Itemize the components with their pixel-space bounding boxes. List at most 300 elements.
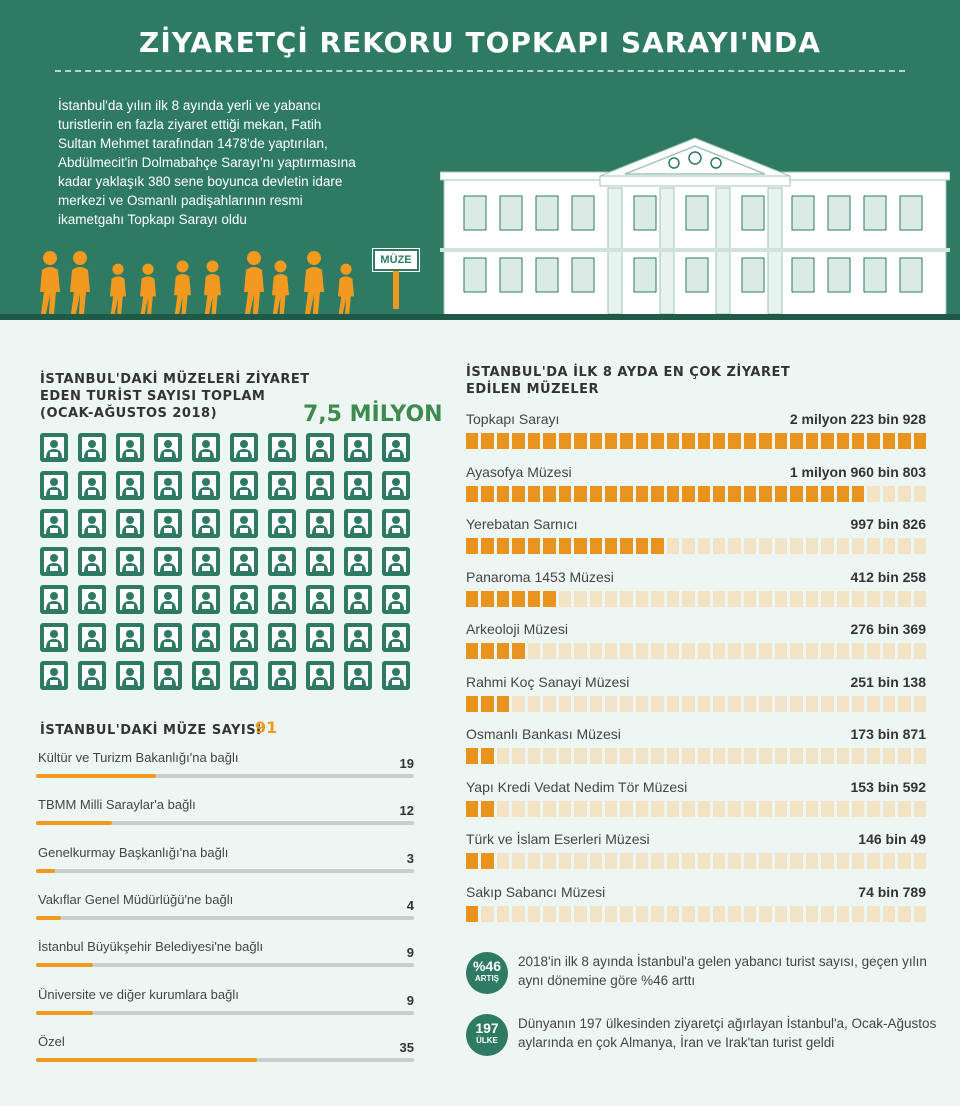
bar-segment-empty	[543, 696, 555, 712]
bar-segment-filled	[790, 486, 802, 502]
bar-segment-empty	[728, 696, 740, 712]
museum-name: Sakıp Sabancı Müzesi	[466, 883, 606, 900]
visitor-icon	[382, 623, 410, 652]
bar-segment-empty	[528, 748, 540, 764]
museum-visitor-count: 1 milyon 960 bin 803	[789, 463, 926, 480]
visitor-icon	[40, 661, 68, 690]
bar-segment-empty	[914, 486, 926, 502]
bar-segment-empty	[728, 538, 740, 554]
visitor-icon	[78, 623, 106, 652]
bar-segment-empty	[574, 801, 586, 817]
bar-segment-empty	[898, 591, 910, 607]
ground-strip	[0, 314, 960, 320]
visitor-icon	[78, 471, 106, 500]
bar-segment-empty	[574, 853, 586, 869]
bar-segment-empty	[898, 538, 910, 554]
visitor-icon-grid	[40, 433, 420, 690]
bar-segment-empty	[512, 801, 524, 817]
bar-segment-filled	[837, 486, 849, 502]
bar-segment-empty	[698, 906, 710, 922]
bar-segment-filled	[481, 801, 493, 817]
bar-segment-filled	[466, 853, 478, 869]
bar-segment-empty	[790, 853, 802, 869]
bar-segment-empty	[605, 696, 617, 712]
bar-segment-empty	[713, 748, 725, 764]
visitor-icon	[78, 433, 106, 462]
bar-segment-empty	[512, 696, 524, 712]
stat-badge-caption: ARTIŞ	[475, 974, 499, 983]
bar-segment-filled	[852, 486, 864, 502]
museum-visitor-count: 412 bin 258	[850, 568, 926, 585]
bar-segment-empty	[574, 696, 586, 712]
visitor-icon	[344, 623, 372, 652]
visitor-icon	[78, 661, 106, 690]
museum-count-row	[36, 939, 414, 975]
bar-segment-filled	[759, 486, 771, 502]
bar-segment-empty	[867, 538, 879, 554]
museum-count-label: İstanbul Büyükşehir Belediyesi'ne bağlı	[38, 939, 264, 955]
bar-segment-empty	[713, 591, 725, 607]
bar-segment-empty	[806, 801, 818, 817]
bar-segment-empty	[790, 538, 802, 554]
bar-segment-empty	[651, 748, 663, 764]
bar-segment-empty	[790, 696, 802, 712]
bar-segment-filled	[512, 486, 524, 502]
bar-segment-empty	[775, 801, 787, 817]
bar-segment-filled	[466, 433, 478, 449]
bar-segment-empty	[821, 906, 833, 922]
stat-badge-caption: ÜLKE	[476, 1036, 498, 1045]
bar-segment-empty	[898, 906, 910, 922]
bar-segment-empty	[528, 906, 540, 922]
bar-segment-empty	[852, 696, 864, 712]
bar-segment-filled	[759, 433, 771, 449]
visitors-total: 7,5 MİLYON	[303, 402, 443, 427]
bar-segment-empty	[852, 853, 864, 869]
visitor-icon	[116, 585, 144, 614]
visitor-icon	[382, 547, 410, 576]
bar-segment-empty	[806, 591, 818, 607]
bar-segment-empty	[605, 591, 617, 607]
bar-segment-filled	[806, 486, 818, 502]
museum-count-bar	[36, 916, 61, 920]
bar-segment-empty	[481, 906, 493, 922]
museum-name: Topkapı Sarayı	[466, 411, 560, 427]
visitor-icon	[268, 471, 296, 500]
museum-bar	[466, 643, 926, 659]
page-title: ZİYARETÇİ REKORU TOPKAPI SARAYI'NDA	[139, 26, 821, 59]
bar-segment-filled	[898, 433, 910, 449]
bar-segment-empty	[497, 853, 509, 869]
bar-segment-empty	[837, 643, 849, 659]
stat-badge	[466, 952, 508, 994]
museum-bar-row	[466, 884, 926, 936]
bar-segment-empty	[497, 801, 509, 817]
bar-segment-empty	[821, 853, 833, 869]
bar-segment-empty	[698, 696, 710, 712]
bar-segment-filled	[667, 486, 679, 502]
bar-segment-filled	[481, 538, 493, 554]
visitor-icon	[192, 471, 220, 500]
bar-segment-empty	[698, 643, 710, 659]
bar-segment-empty	[605, 853, 617, 869]
bar-segment-filled	[620, 433, 632, 449]
visitor-icon	[382, 661, 410, 690]
bar-segment-empty	[898, 801, 910, 817]
visitor-icon	[268, 433, 296, 462]
visitors-title: İSTANBUL'DAKİ MÜZELERİ ZİYARET EDEN TURİST SAYISI TOPLAM (OCAK-AĞUSTOS 2018)	[40, 372, 310, 421]
bar-segment-filled	[528, 433, 540, 449]
visitor-icon	[306, 547, 334, 576]
bar-segment-filled	[682, 486, 694, 502]
museum-count-value: 12	[399, 803, 414, 819]
visitor-icon	[230, 471, 258, 500]
bar-segment-empty	[852, 906, 864, 922]
bar-segment-empty	[837, 906, 849, 922]
museum-bar-row	[466, 516, 926, 568]
museum-count-row	[36, 750, 414, 786]
bar-segment-empty	[806, 906, 818, 922]
visitor-icon	[40, 433, 68, 462]
bar-segment-empty	[605, 748, 617, 764]
museum-visitor-count: 74 bin 789	[858, 883, 926, 900]
bar-segment-empty	[759, 643, 771, 659]
museum-count-value: 9	[406, 992, 414, 1008]
museum-count-label: Üniversite ve diğer kurumlara bağlı	[38, 986, 239, 1002]
bar-segment-empty	[667, 801, 679, 817]
museum-visitor-count: 2 milyon 223 bin 928	[789, 411, 926, 427]
bar-segment-empty	[852, 591, 864, 607]
museum-count-bar	[36, 869, 55, 873]
bar-segment-filled	[466, 748, 478, 764]
bar-segment-empty	[574, 748, 586, 764]
visitor-icon	[344, 471, 372, 500]
bar-segment-filled	[481, 433, 493, 449]
visitor-icon	[344, 547, 372, 576]
bar-segment-filled	[497, 696, 509, 712]
visitor-icon	[306, 623, 334, 652]
bar-segment-filled	[806, 433, 818, 449]
bar-segment-filled	[590, 486, 602, 502]
bar-segment-empty	[651, 591, 663, 607]
bar-segment-empty	[867, 906, 879, 922]
bar-segment-empty	[759, 801, 771, 817]
bar-segment-empty	[559, 748, 571, 764]
visitor-icon	[306, 509, 334, 538]
bar-segment-empty	[651, 696, 663, 712]
bar-segment-empty	[682, 696, 694, 712]
bar-segment-empty	[713, 906, 725, 922]
bar-segment-filled	[543, 591, 555, 607]
visitor-icon	[78, 585, 106, 614]
bar-segment-empty	[667, 696, 679, 712]
bar-segment-filled	[914, 433, 926, 449]
bar-segment-filled	[605, 538, 617, 554]
visitor-icon	[154, 585, 182, 614]
bar-segment-empty	[713, 801, 725, 817]
bar-segment-empty	[867, 643, 879, 659]
museum-bar	[466, 538, 926, 554]
bar-segment-empty	[806, 748, 818, 764]
bar-segment-empty	[914, 853, 926, 869]
bar-segment-empty	[682, 591, 694, 607]
header-banner	[0, 0, 960, 320]
museum-count-track	[36, 916, 414, 920]
bar-segment-empty	[883, 538, 895, 554]
museum-count-bar	[36, 1058, 257, 1062]
museum-sign-post	[393, 271, 399, 309]
museum-name: Yapı Kredi Vedat Nedim Tör Müzesi	[466, 778, 688, 795]
bar-segment-filled	[883, 433, 895, 449]
bar-segment-filled	[497, 591, 509, 607]
visitor-icon	[192, 433, 220, 462]
visitor-icon	[192, 547, 220, 576]
bar-segment-filled	[590, 538, 602, 554]
visitor-icon	[154, 433, 182, 462]
museum-count-value: 3	[406, 850, 414, 866]
bar-segment-filled	[744, 486, 756, 502]
bar-segment-empty	[775, 906, 787, 922]
museum-count-row	[36, 797, 414, 833]
visitor-icon	[230, 585, 258, 614]
bar-segment-empty	[698, 591, 710, 607]
bar-segment-filled	[728, 486, 740, 502]
visitor-icon	[268, 547, 296, 576]
bar-segment-filled	[543, 486, 555, 502]
visitor-icon	[306, 471, 334, 500]
bar-segment-empty	[543, 748, 555, 764]
museum-count-label: Özel	[38, 1033, 65, 1049]
visitor-icon	[78, 509, 106, 538]
bar-segment-empty	[852, 748, 864, 764]
stat-badge-value: %46	[472, 958, 502, 974]
bar-segment-filled	[636, 433, 648, 449]
museum-count-label: Vakıflar Genel Müdürlüğü'ne bağlı	[38, 891, 234, 907]
museum-count-value: 9	[406, 945, 414, 961]
bar-segment-empty	[898, 486, 910, 502]
bar-segment-empty	[744, 853, 756, 869]
bar-segment-empty	[775, 538, 787, 554]
museum-bar-row	[466, 726, 926, 778]
bar-segment-filled	[775, 433, 787, 449]
bar-segment-empty	[590, 591, 602, 607]
museum-bar	[466, 486, 926, 502]
visitor-icon	[40, 547, 68, 576]
bar-segment-empty	[667, 853, 679, 869]
bar-segment-filled	[466, 906, 478, 922]
visitor-icon	[192, 509, 220, 538]
bar-segment-empty	[528, 643, 540, 659]
museum-count-bar	[36, 963, 93, 967]
bar-segment-filled	[651, 433, 663, 449]
bar-segment-empty	[620, 801, 632, 817]
bar-segment-filled	[466, 538, 478, 554]
museum-count-bar	[36, 1011, 93, 1015]
museum-count-row	[36, 845, 414, 881]
bar-segment-empty	[728, 591, 740, 607]
museum-count-value: 19	[399, 756, 414, 771]
bar-segment-filled	[744, 433, 756, 449]
visitor-icon	[192, 623, 220, 652]
bar-segment-empty	[744, 801, 756, 817]
bar-segment-empty	[775, 643, 787, 659]
visitor-icon	[306, 661, 334, 690]
museum-count-track	[36, 1011, 414, 1015]
bar-segment-filled	[481, 853, 493, 869]
visitor-icon	[154, 547, 182, 576]
visitor-icon	[230, 547, 258, 576]
bar-segment-empty	[682, 643, 694, 659]
bar-segment-empty	[559, 801, 571, 817]
museum-bar	[466, 696, 926, 712]
bar-segment-empty	[883, 486, 895, 502]
museum-bar-row	[466, 831, 926, 883]
bar-segment-empty	[744, 748, 756, 764]
bar-segment-filled	[466, 591, 478, 607]
visitor-icon	[306, 433, 334, 462]
bar-segment-filled	[605, 433, 617, 449]
visitor-icon	[78, 547, 106, 576]
museum-visitor-count: 153 bin 592	[850, 778, 926, 795]
bar-segment-empty	[620, 906, 632, 922]
bar-segment-empty	[590, 643, 602, 659]
bar-segment-empty	[559, 591, 571, 607]
bar-segment-empty	[883, 643, 895, 659]
museum-bar	[466, 906, 926, 922]
museum-count-value: 4	[406, 897, 414, 913]
bar-segment-empty	[883, 906, 895, 922]
museum-count-total: 91	[255, 718, 278, 737]
bar-segment-empty	[914, 591, 926, 607]
bar-segment-empty	[636, 591, 648, 607]
museum-visitor-count: 997 bin 826	[850, 516, 926, 532]
bar-segment-empty	[744, 906, 756, 922]
bar-segment-empty	[837, 748, 849, 764]
museum-count-value: 35	[399, 1039, 414, 1055]
bar-segment-filled	[620, 538, 632, 554]
bar-segment-empty	[620, 591, 632, 607]
bar-segment-filled	[867, 433, 879, 449]
museum-count-label: Genelkurmay Başkanlığı'na bağlı	[38, 844, 229, 860]
bar-segment-filled	[543, 538, 555, 554]
museum-count-row	[36, 987, 414, 1023]
bar-segment-empty	[821, 748, 833, 764]
bar-segment-empty	[559, 696, 571, 712]
bar-segment-empty	[528, 853, 540, 869]
museum-bar	[466, 433, 926, 449]
bar-segment-empty	[759, 906, 771, 922]
bar-segment-filled	[605, 486, 617, 502]
museum-sign	[373, 249, 419, 309]
bar-segment-empty	[914, 538, 926, 554]
bar-segment-empty	[759, 696, 771, 712]
bar-segment-empty	[867, 853, 879, 869]
bar-segment-empty	[728, 853, 740, 869]
museum-count-bar	[36, 821, 112, 825]
museum-bar-row	[466, 779, 926, 831]
museum-bar-row	[466, 411, 926, 463]
bar-segment-empty	[605, 906, 617, 922]
bar-segment-empty	[528, 801, 540, 817]
bar-segment-empty	[512, 748, 524, 764]
bar-segment-filled	[651, 486, 663, 502]
bar-segment-empty	[543, 906, 555, 922]
bar-segment-filled	[636, 486, 648, 502]
visitor-icon	[268, 509, 296, 538]
museum-sign-label: MÜZE	[373, 249, 419, 271]
bar-segment-empty	[914, 748, 926, 764]
bar-segment-empty	[744, 643, 756, 659]
museum-visitor-count: 276 bin 369	[850, 621, 926, 637]
top-museums-title: İSTANBUL'DA İLK 8 AYDA EN ÇOK ZİYARET EDİLEN MÜZELER	[466, 365, 791, 397]
visitor-icon	[306, 585, 334, 614]
bar-segment-empty	[852, 538, 864, 554]
bar-segment-empty	[713, 538, 725, 554]
bar-segment-empty	[636, 696, 648, 712]
visitor-icon	[154, 509, 182, 538]
museum-bar-row	[466, 569, 926, 621]
bar-segment-empty	[837, 591, 849, 607]
palace-illustration	[440, 136, 950, 320]
museum-bar	[466, 853, 926, 869]
bar-segment-filled	[574, 538, 586, 554]
bar-segment-empty	[728, 643, 740, 659]
bar-segment-empty	[867, 696, 879, 712]
visitor-icon	[116, 623, 144, 652]
bar-segment-empty	[744, 696, 756, 712]
bar-segment-empty	[636, 643, 648, 659]
visitor-icon	[154, 661, 182, 690]
bar-segment-empty	[914, 696, 926, 712]
museum-bar-row	[466, 621, 926, 673]
bar-segment-empty	[806, 853, 818, 869]
bar-segment-empty	[759, 748, 771, 764]
bar-segment-empty	[806, 696, 818, 712]
bar-segment-empty	[821, 643, 833, 659]
bar-segment-empty	[543, 801, 555, 817]
bar-segment-empty	[790, 748, 802, 764]
bar-segment-empty	[728, 801, 740, 817]
bar-segment-empty	[620, 748, 632, 764]
bar-segment-empty	[590, 853, 602, 869]
bar-segment-empty	[914, 801, 926, 817]
bar-segment-filled	[466, 801, 478, 817]
bar-segment-filled	[481, 643, 493, 659]
visitor-icon	[268, 623, 296, 652]
bar-segment-empty	[590, 801, 602, 817]
visitor-icon	[268, 585, 296, 614]
bar-segment-empty	[837, 538, 849, 554]
bar-segment-filled	[821, 486, 833, 502]
bar-segment-filled	[821, 433, 833, 449]
bar-segment-filled	[559, 538, 571, 554]
bar-segment-empty	[682, 538, 694, 554]
museum-count-track	[36, 869, 414, 873]
visitor-icon	[344, 509, 372, 538]
visitor-icon	[154, 623, 182, 652]
bar-segment-empty	[898, 748, 910, 764]
bar-segment-filled	[466, 643, 478, 659]
visitor-icon	[192, 661, 220, 690]
visitor-icon	[344, 433, 372, 462]
bar-segment-empty	[713, 696, 725, 712]
bar-segment-empty	[759, 591, 771, 607]
bar-segment-empty	[759, 853, 771, 869]
bar-segment-empty	[713, 853, 725, 869]
bar-segment-filled	[528, 538, 540, 554]
visitor-icon	[116, 471, 144, 500]
visitor-icon	[344, 585, 372, 614]
